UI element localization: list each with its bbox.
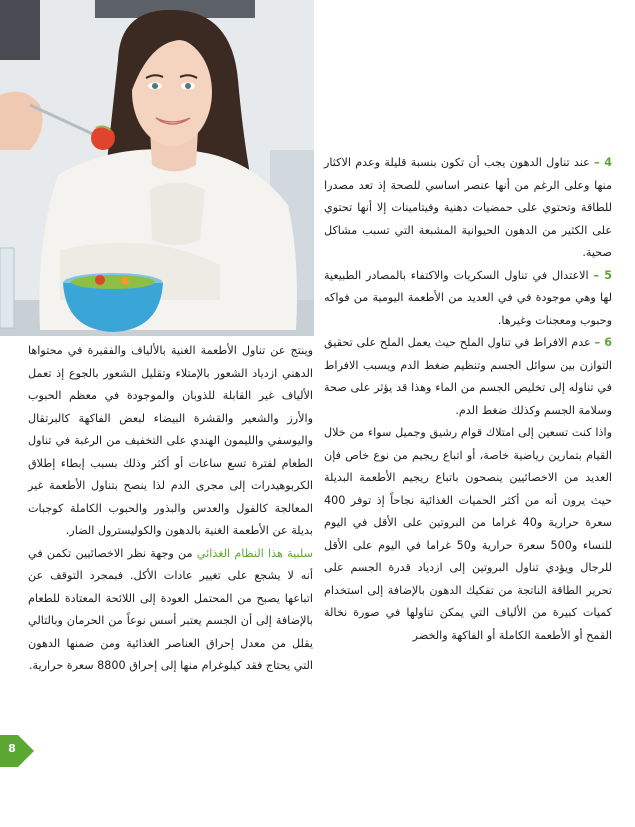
left-paragraph-2-text: من وجهة نظر الاخصائيين تكمن في أنه لا يشجع على تغيير عادات الأكل. فبمجرد التوقف عن اتباعها يصبح من المحتمل العودة إلى اللائحة المعتادة للطعام بالإضافة إلى أن الجسم يعتبر أسس نوعاً من الحرمان وبالتالي يقلل من معدل إحراق العناصر الغذائية ومن ضمنها الدهون التي يحتاج فقد كيلوغرام منها إلى إحراق 8800 سعرة حرارية. [28, 546, 313, 672]
item-6 [324, 332, 612, 422]
page-number: 8 [8, 742, 16, 755]
left-paragraph-1: وينتج عن تناول الأطعمة الغنية بالألياف والفقيرة في محتواها الدهني ازدياد الشعور بالإمتلاء وتقليل الشعور بالجوع إذ تعمل الألياف غير القابلة للذوبان والموجودة في معظم الحبوب والأرز والشعير والقشرة البيضاء لبعض الفاكهة كالبرتقال واليوسفي والليمون الهندي على التخفيف من الرغبة في تناول الطعام لفترة تسع ساعات أو أكثر وذلك بسبب إبطاء إطلاق الكربوهيدرات إلى مجرى الدم لذا ينصح بتناول الأطعمة غير المعالجة كالفول والعدس والبذور والحبوب الكاملة كوجبات بديلة عن الأطعمة الغنية بالدهون والكوليسترول الضار. [28, 344, 313, 537]
item-6-number: 6 – [594, 336, 612, 349]
item-5-text: الاعتدال في تناول السكريات والاكتفاء بالمصادر الطبيعية لها وهي موجودة في في العديد من الأطعمة اليومية من فواكه وحبوب ومعجنات وغيرها. [324, 268, 612, 327]
left-paragraph-2 [28, 543, 313, 678]
left-paragraph-2-lead: سلبية هذا النظام الغذائي [196, 546, 313, 560]
item-5 [324, 265, 612, 333]
item-5-number: 5 – [593, 268, 612, 282]
right-text-column [324, 152, 612, 647]
woman-eating-salad-icon [0, 0, 314, 336]
item-4-number: 4 – [594, 156, 612, 169]
woman-eating-salad-photo [0, 0, 314, 336]
item-4-text: عند تناول الدهون يجب أن تكون بنسبة قليلة وعدم الاكثار منها وعلى الرغم من أنها عنصر اساسي للصحة إذ تعد مصدرا للطاقة وتحتوي على حمضيات دهنية وفيتامينات إلا أنها تحتوي على الكثير من الدهون الحيوانية المشبعة التي تسبب مشاكل صحية. [324, 156, 612, 259]
right-paragraph: واذا كنت تسعين إلى امتلاك قوام رشيق وجميل سواء من خلال القيام بتمارين رياضية خاصة، أو اتباع ريجيم من نوع خاص فإن العديد من الاخصائيين ينصحون باتباع ريجيم الأطعمة البديلة حيث يرون أنه من أكثر الحميات الغذائية نجاحاً إذ توفر 400 سعرة حرارية و40 غراما من البروتين على الأقل في اليوم للنساء و500 سعرة حرارية و50 غراما في اليوم على الأقل للرجال ويؤدي تناول البروتين إلى ازدياد قدرة الجسم على تحرير الطاقة الناتجة من تفكيك الدهون بالإضافة إلى استخدام كميات كبيرة من الألياف التي يمكن تناولها في صورة نخالة القمح أو الأطعمة الكاملة أو الفاكهة والخضر [324, 426, 613, 642]
item-6-text: عدم الافراط في تناول الملح حيث يعمل الملح على تحقيق التوازن بين سوائل الجسم وتنظيم ضغط الدم ويسبب الافراط في تناوله إلى تخليص الجسم من الماء وهذا قد يؤثر على صحة وسلامة الجسم وكذلك ضغط الدم. [324, 336, 612, 417]
left-text-column [28, 340, 313, 678]
item-4 [324, 152, 612, 265]
